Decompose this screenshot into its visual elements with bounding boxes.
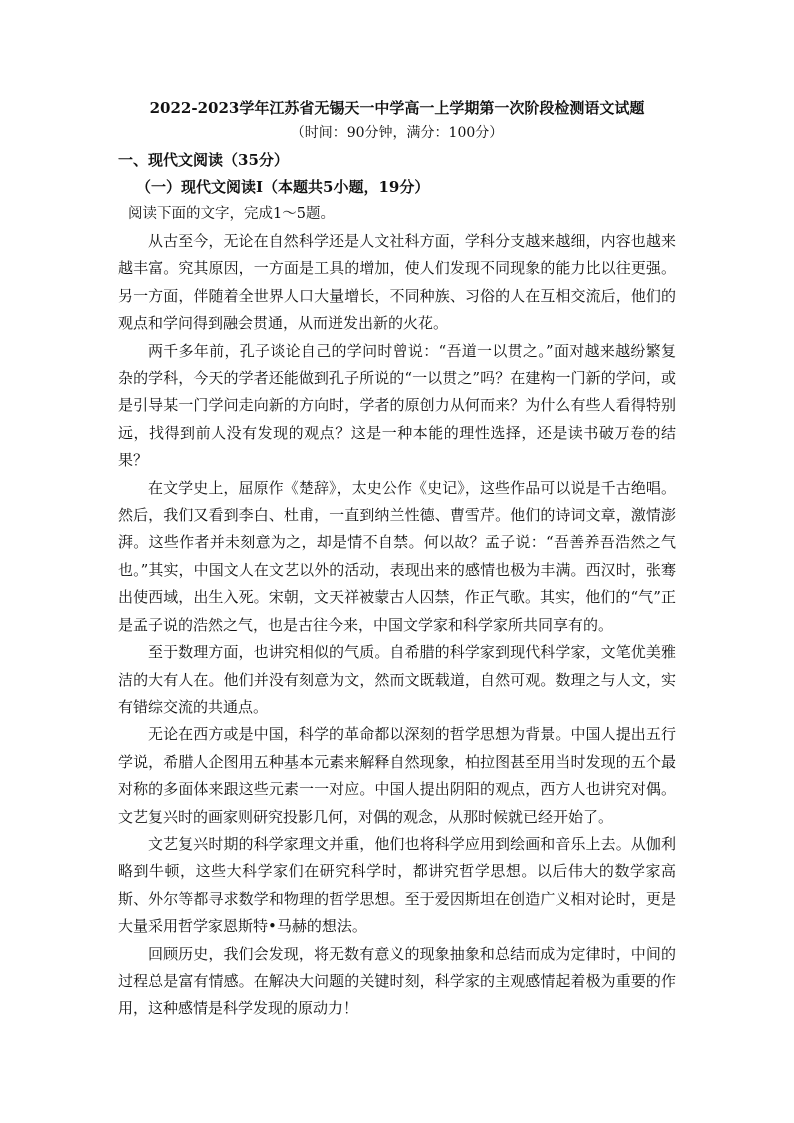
passage-paragraph: 回顾历史，我们会发现，将无数有意义的现象抽象和总结而成为定律时，中间的过程总是富有情感。在解决大问题的关键时刻，科学家的主观感情起着极为重要的作用，这种感情是科学发现的原动力！ (118, 944, 676, 1018)
exam-title: 2022-2023学年江苏省无锡天一中学高一上学期第一次阶段检测语文试题 (149, 99, 645, 117)
passage-paragraph: 两千多年前，孔子谈论自己的学问时曾说：“吾道一以贯之。”面对越来越纷繁复杂的学科，今天的学者还能做到孔子所说的“一以贯之”吗？在建构一门新的学问，或是引导某一门学问走向新的方向时，学者的原创力从何而来？为什么有些人看得特别远，找得到前人没有发现的观点？这是一种本能的理性选择，还是读书破万卷的结果？ (118, 341, 676, 470)
passage-paragraph: 无论在西方或是中国，科学的革命都以深刻的哲学思想为背景。中国人提出五行学说，希腊人企图用五种基本元素来解释自然现象，柏拉图甚至用当时发现的五个最对称的多面体来跟这些元素一一对应。中国人提出阴阳的观点，西方人也讲究对偶。文艺复兴时的画家则研究投影几何，对偶的观念，从那时候就已经开始了。 (118, 725, 676, 826)
passage-paragraph: 文艺复兴时期的科学家理文并重，他们也将科学应用到绘画和音乐上去。从伽利略到牛顿，这些大科学家们在研究科学时，都讲究哲学思想。以后伟大的数学家高斯、外尔等都寻求数学和物理的哲学思想。至于爱因斯坦在创造广义相对论时，更是大量采用哲学家恩斯特•马赫的想法。 (118, 834, 676, 936)
passage-paragraph: 至于数理方面，也讲究相似的气质。自希腊的科学家到现代科学家，文笔优美雅洁的大有人在。他们并没有刻意为文，然而文既载道，自然可观。数理之与人文，实有错综交流的共通点。 (118, 643, 676, 716)
exam-time-and-score: （时间：90分钟，满分：100分） (290, 125, 504, 141)
passage-paragraph: 从古至今，无论在自然科学还是人文社科方面，学科分支越来越细，内容也越来越丰富。究其原因，一方面是工具的增加，使人们发现不同现象的能力比以往更强。另一方面，伴随着全世界人口大量增长，不同种族、习俗的人在互相交流后，他们的观点和学问得到融会贯通，从而迸发出新的火花。 (118, 232, 676, 333)
reading-passage (118, 228, 676, 1023)
reading-instruction: 阅读下面的文字，完成1～5题。 (128, 206, 335, 222)
passage-paragraph: 在文学史上，屈原作《楚辞》，太史公作《史记》，这些作品可以说是千古绝唱。然后，我们又看到李白、杜甫，一直到纳兰性德、曹雪芹。他们的诗词文章，激情澎湃。这些作者并未刻意为之，却是情不自禁。何以故？孟子说：“吾善养吾浩然之气也。”其实，中国文人在文艺以外的活动，表现出来的感情也极为丰满。西汉时，张骞出使西域，出生入死。宋朝，文天祥被蒙古人囚禁，作正气歌。其实，他们的“气”正是孟子说的浩然之气，也是古往今来，中国文学家和科学家所共同享有的。 (118, 478, 676, 634)
subsection-heading: （一）现代文阅读Ⅰ（本题共5小题，19分） (136, 178, 430, 196)
section-heading: 一、现代文阅读（35分） (118, 151, 289, 169)
